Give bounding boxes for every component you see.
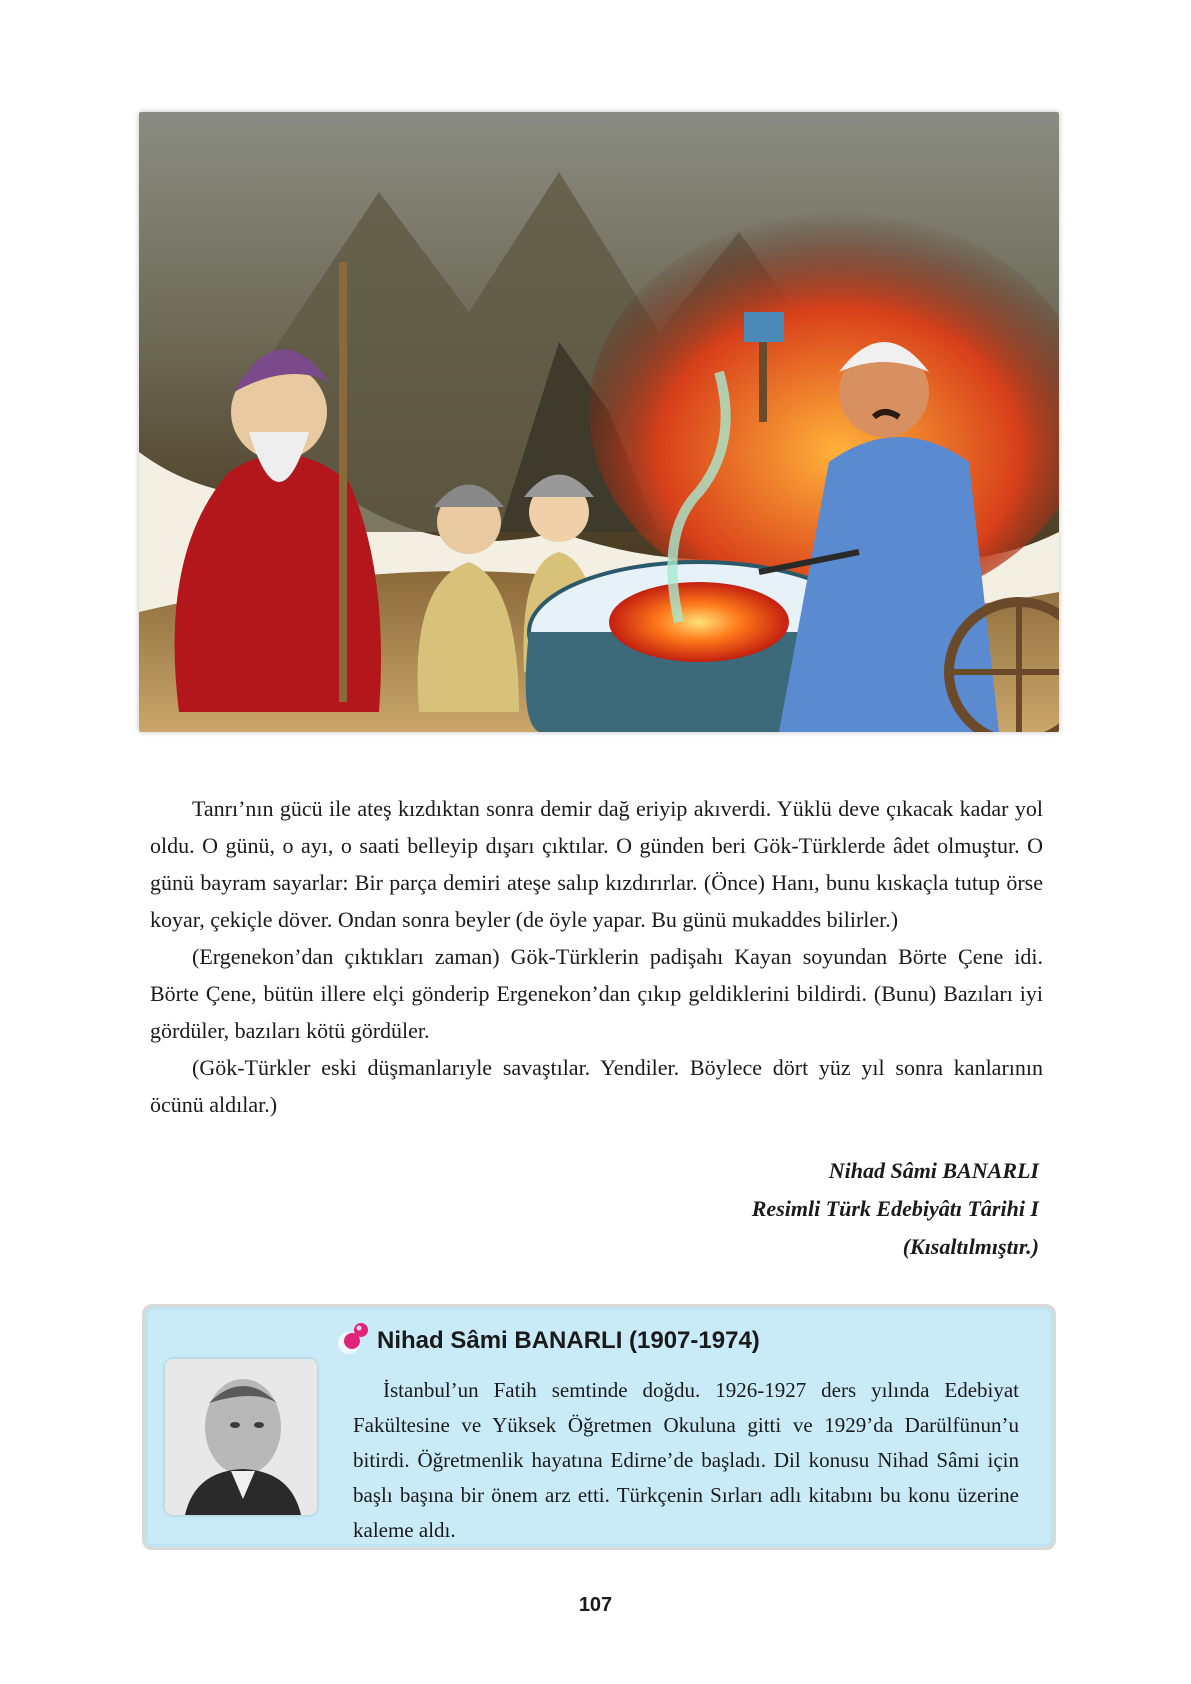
bio-text	[353, 1373, 1019, 1548]
source-attribution	[752, 1152, 1039, 1266]
pin-icon	[335, 1317, 375, 1357]
attribution-author: Nihad Sâmi BANARLI	[828, 1158, 1039, 1183]
forge-scene-image	[139, 112, 1059, 732]
paragraph-2: (Ergenekon’dan çıktıkları zaman) Gök-Türklerin padişahı Kayan soyundan Börte Çene idi. Börte Çene, bütün illere elçi gönderip Ergenekon’dan çıkıp geldiklerini bildirdi. (Bunu) Bazıları iyi gördüler, bazıları kötü gördüler.	[150, 944, 1043, 1043]
author-photo	[165, 1359, 317, 1515]
page-number: 107	[578, 1594, 613, 1616]
bio-paragraph: İstanbul’un Fatih semtinde doğdu. 1926-1927 ders yılında Edebiyat Fakültesine ve Yüksek Öğretmen Okuluna gitti ve 1929’da Darülfünun’u bitirdi. Öğretmenlik hayatına Edirne’de başladı. Dil konusu Nihad Sâmi için başlı başına bir önem arz etti. Türkçenin Sırları adlı kitabını bu konu üzerine kaleme aldı.	[353, 1378, 1019, 1542]
bio-title: Nihad Sâmi BANARLI (1907-1974)	[377, 1327, 760, 1354]
author-portrait	[165, 1359, 317, 1515]
ergenekon-illustration	[139, 112, 1059, 732]
attribution-book: Resimli Türk Edebiyâtı Târihi I	[751, 1196, 1039, 1221]
paragraph-3: (Gök-Türkler eski düşmanlarıyle savaştılar. Yendiler. Böylece dört yüz yıl sonra kanlarının öcünü aldılar.)	[150, 1055, 1043, 1117]
paragraph-1: Tanrı’nın gücü ile ateş kızdıktan sonra demir dağ eriyip akıverdi. Yüklü deve çıkacak kadar yol oldu. O günü, o ayı, o saati belleyip dışarı çıktılar. O günden beri Gök-Türklerde âdet olmuştur. O günü bayram sayarlar: Bir parça demiri ateşe salıp kızdırırlar. (Önce) Hanı, bunu kıskaçla tutup örse koyar, çekiçle döver. Ondan sonra beyler (de öyle yapar. Bu günü mukaddes bilirler.)	[150, 796, 1043, 932]
story-text	[150, 790, 1043, 1123]
author-bio-box	[142, 1304, 1056, 1550]
attribution-note: (Kısaltılmıştır.)	[902, 1234, 1039, 1259]
